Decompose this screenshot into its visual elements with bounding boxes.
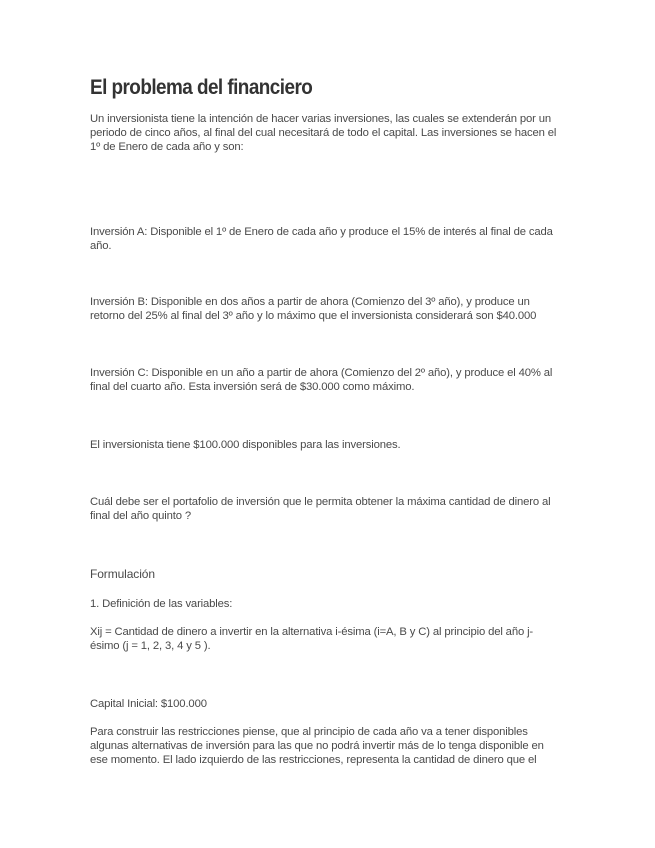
page-title: El problema del financiero (90, 76, 313, 99)
investment-c-paragraph: Inversión C: Disponible en un año a partir de ahora (Comienzo del 2º año), y produce el 40% al final del cuarto año. Esta inversión será de $30.000 como máximo. (90, 367, 553, 393)
variable-definition-paragraph: Xij = Cantidad de dinero a invertir en la alternativa i-ésima (i=A, B y C) al principio del año j-ésimo (j = 1, 2, 3, 4 y 5 ). (90, 626, 534, 652)
question-paragraph: Cuál debe ser el portafolio de inversión que le permita obtener la máxima cantidad de dinero al final del año quinto ? (90, 496, 551, 522)
initial-capital-paragraph: Capital Inicial: $100.000 (90, 698, 207, 710)
investment-b-paragraph: Inversión B: Disponible en dos años a partir de ahora (Comienzo del 3º año), y produce un retorno del 25% al final del 3º año y lo máximo que el inversionista considerará son $40.000 (90, 296, 537, 322)
investment-a-paragraph: Inversión A: Disponible el 1º de Enero de cada año y produce el 15% de interés al final de cada año. (90, 226, 553, 252)
restrictions-paragraph: Para construir las restricciones piense, que al principio de cada año va a tener disponibles algunas alternativas de inversión para las que no podrá invertir más de lo tenga disponible en ese momento. El lado izquierdo de las restricciones, representa la cantidad de dinero que el (90, 726, 544, 766)
formulation-heading: Formulación (90, 567, 155, 581)
available-capital-paragraph: El inversionista tiene $100.000 disponibles para las inversiones. (90, 439, 401, 451)
variables-heading: 1. Definición de las variables: (90, 598, 233, 610)
intro-paragraph: Un inversionista tiene la intención de hacer varias inversiones, las cuales se extenderán por un periodo de cinco años, al final del cual necesitará de todo el capital. Las inversiones se hacen el 1º de Enero de cada año y son: (90, 113, 557, 153)
